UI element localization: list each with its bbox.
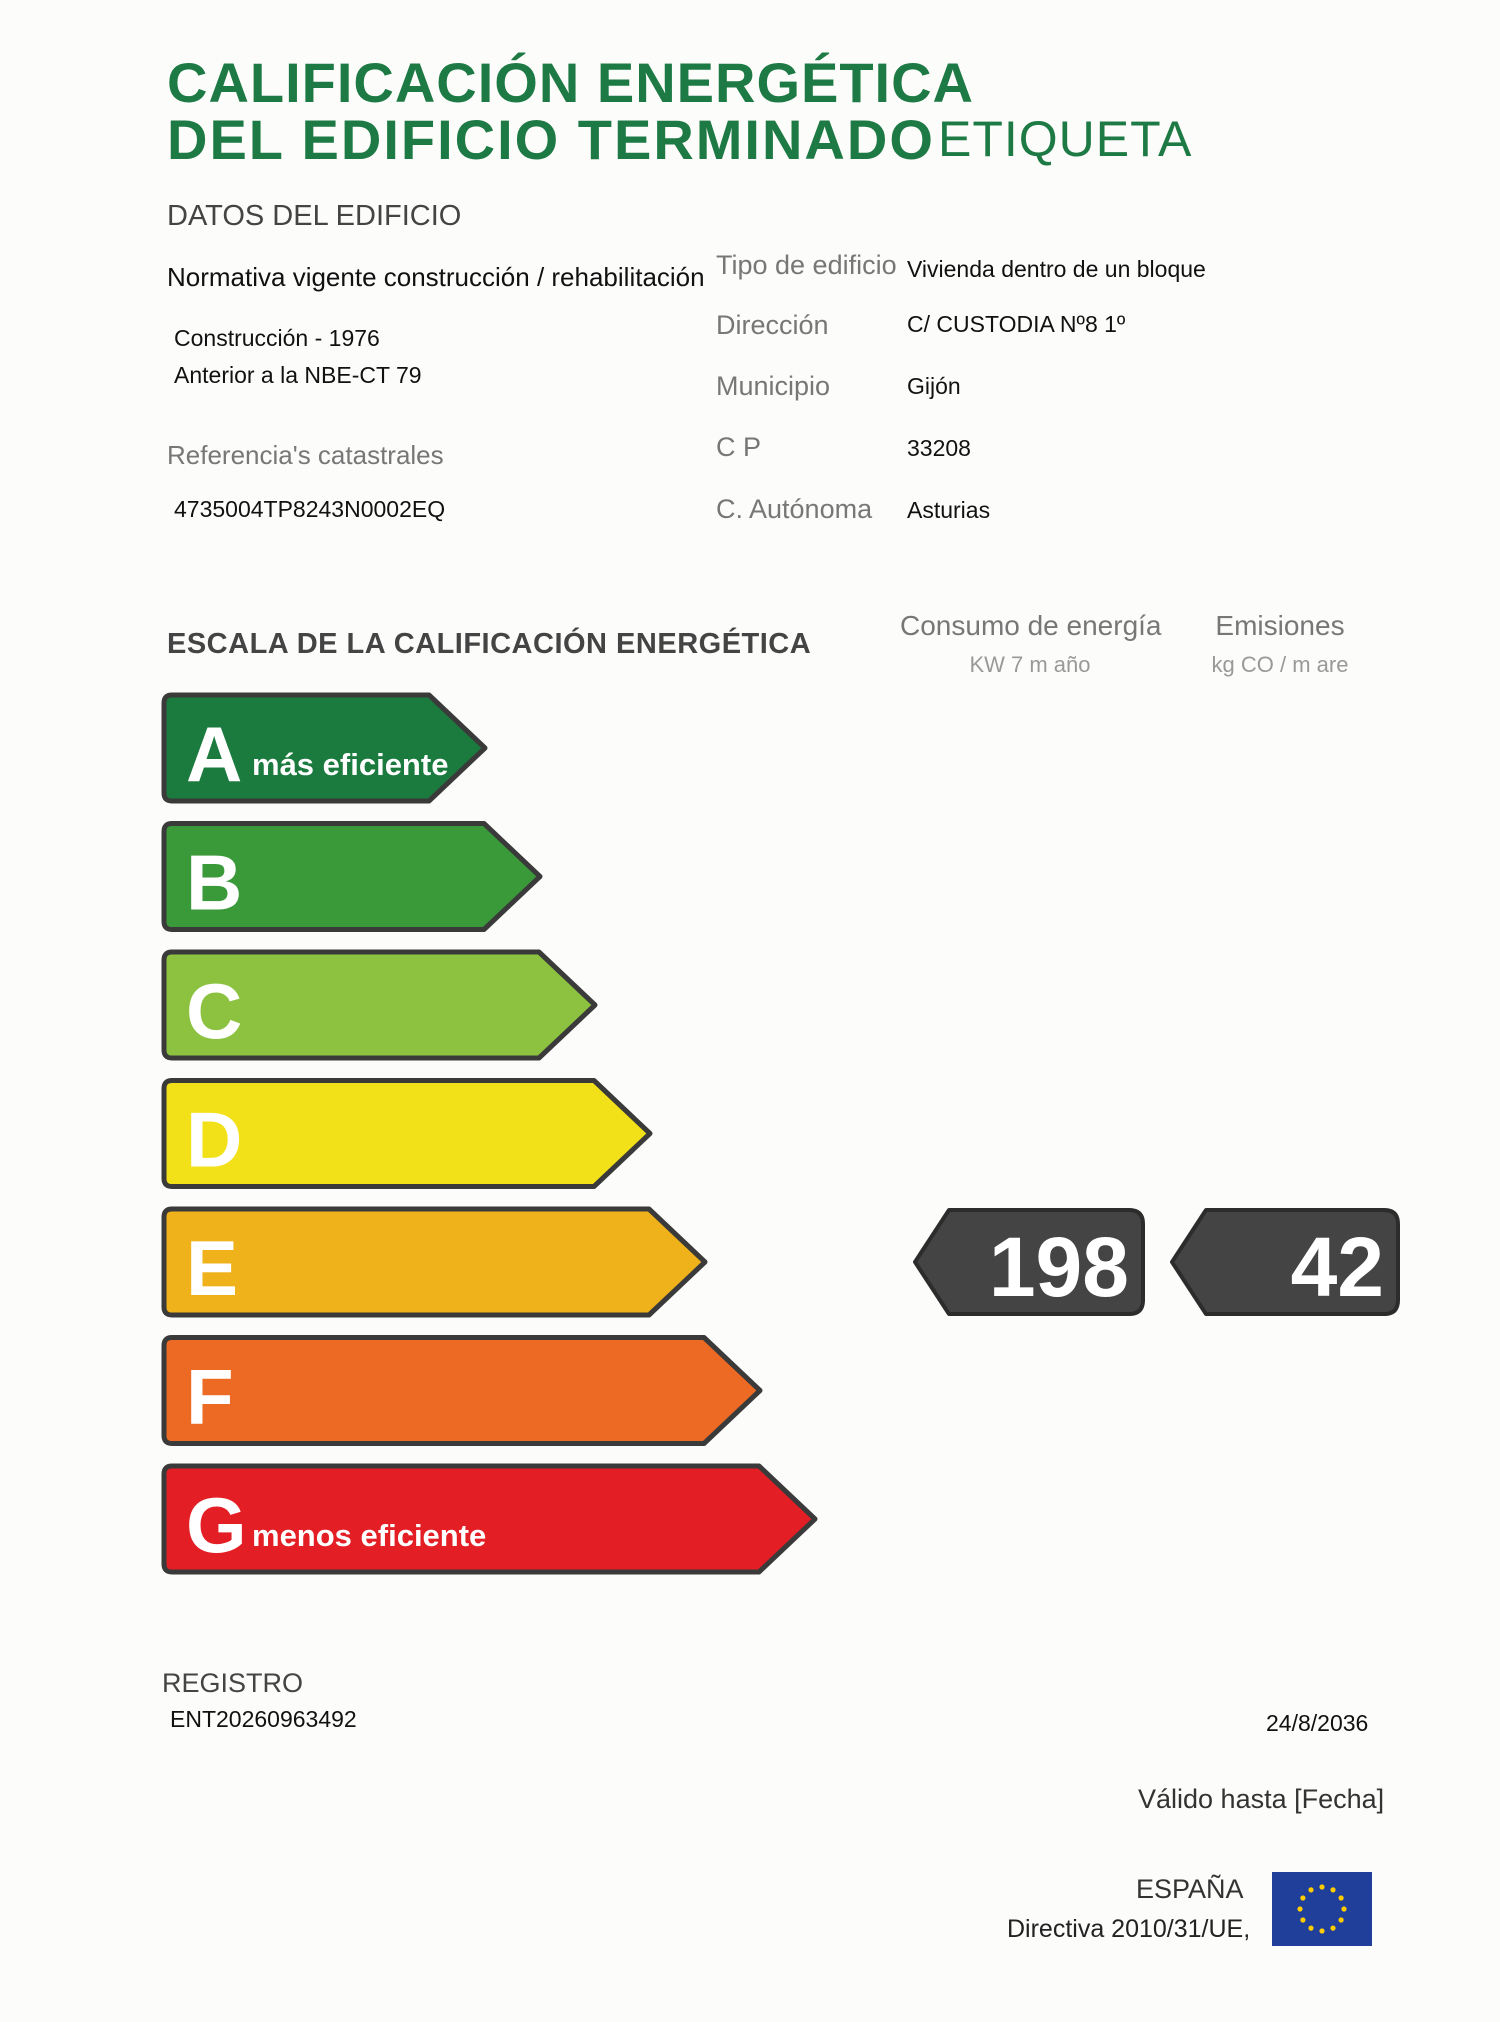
field-value-municipio: Gijón — [907, 373, 961, 399]
emisiones-indicator-value: 42 — [1290, 1220, 1384, 1314]
field-label-municipio: Municipio — [716, 371, 831, 401]
rating-letter-c: C — [186, 967, 243, 1055]
rating-letter-g: G — [186, 1481, 247, 1569]
construccion-norma: Anterior a la NBE-CT 79 — [174, 362, 422, 388]
rating-letter-b: B — [186, 838, 243, 927]
rating-letter-e: E — [186, 1224, 239, 1312]
registro-value: ENT20260963492 — [170, 1706, 357, 1732]
rating-arrow-f — [164, 1338, 760, 1444]
field-label-autonoma: C. Autónoma — [716, 494, 873, 524]
registro-label: REGISTRO — [162, 1668, 304, 1698]
field-value-tipo: Vivienda dentro de un bloque — [907, 256, 1206, 282]
construccion-year: Construcción - 1976 — [174, 325, 380, 351]
rating-arrow-d — [164, 1081, 650, 1187]
rating-caption-a: más eficiente — [252, 747, 449, 782]
rating-arrow-a — [164, 695, 485, 801]
title-line-1: CALIFICACIÓN ENERGÉTICA — [167, 51, 974, 114]
consumo-unit: KW 7 m año — [969, 652, 1091, 677]
datos-section-title: DATOS DEL EDIFICIO — [167, 200, 462, 232]
title-line-2: DEL EDIFICIO TERMINADO — [167, 108, 935, 171]
referencia-value: 4735004TP8243N0002EQ — [174, 496, 446, 522]
rating-letter-f: F — [186, 1352, 234, 1441]
fecha-value: 24/8/2036 — [1266, 1710, 1369, 1736]
field-value-direccion: C/ CUSTODIA Nº8 1º — [907, 311, 1126, 337]
emisiones-unit: kg CO / m are — [1211, 652, 1349, 677]
rating-arrow-b — [164, 824, 540, 930]
field-value-autonoma: Asturias — [907, 497, 991, 523]
consumo-indicator-value: 198 — [988, 1220, 1129, 1314]
valido-hasta: Válido hasta [Fecha] — [1138, 1784, 1385, 1814]
normativa-label: Normativa vigente construcción / rehabilitación — [167, 262, 705, 292]
consumo-header: Consumo de energía — [900, 610, 1162, 641]
field-label-tipo: Tipo de edificio — [716, 250, 897, 280]
field-label-direccion: Dirección — [716, 310, 829, 340]
emisiones-indicator — [1172, 1210, 1398, 1314]
directiva-label: Directiva 2010/31/UE, — [1007, 1915, 1251, 1943]
pais-label: ESPAÑA — [1136, 1874, 1244, 1904]
referencia-label: Referencia's catastrales — [167, 440, 444, 470]
rating-arrow-c — [164, 952, 595, 1058]
rating-letter-d: D — [186, 1095, 243, 1184]
etiqueta-tag: ETIQUETA — [938, 111, 1193, 167]
rating-letter-a: A — [186, 710, 243, 798]
escala-section-title: ESCALA DE LA CALIFICACIÓN ENERGÉTICA — [167, 628, 812, 660]
emisiones-header: Emisiones — [1215, 610, 1345, 641]
consumo-indicator — [915, 1210, 1143, 1314]
rating-caption-g: menos eficiente — [252, 1518, 487, 1553]
field-label-cp: C P — [716, 432, 762, 462]
field-value-cp: 33208 — [907, 435, 971, 461]
rating-arrow-e — [164, 1209, 705, 1315]
eu-flag-icon — [1272, 1872, 1372, 1946]
rating-arrow-g — [164, 1466, 815, 1572]
